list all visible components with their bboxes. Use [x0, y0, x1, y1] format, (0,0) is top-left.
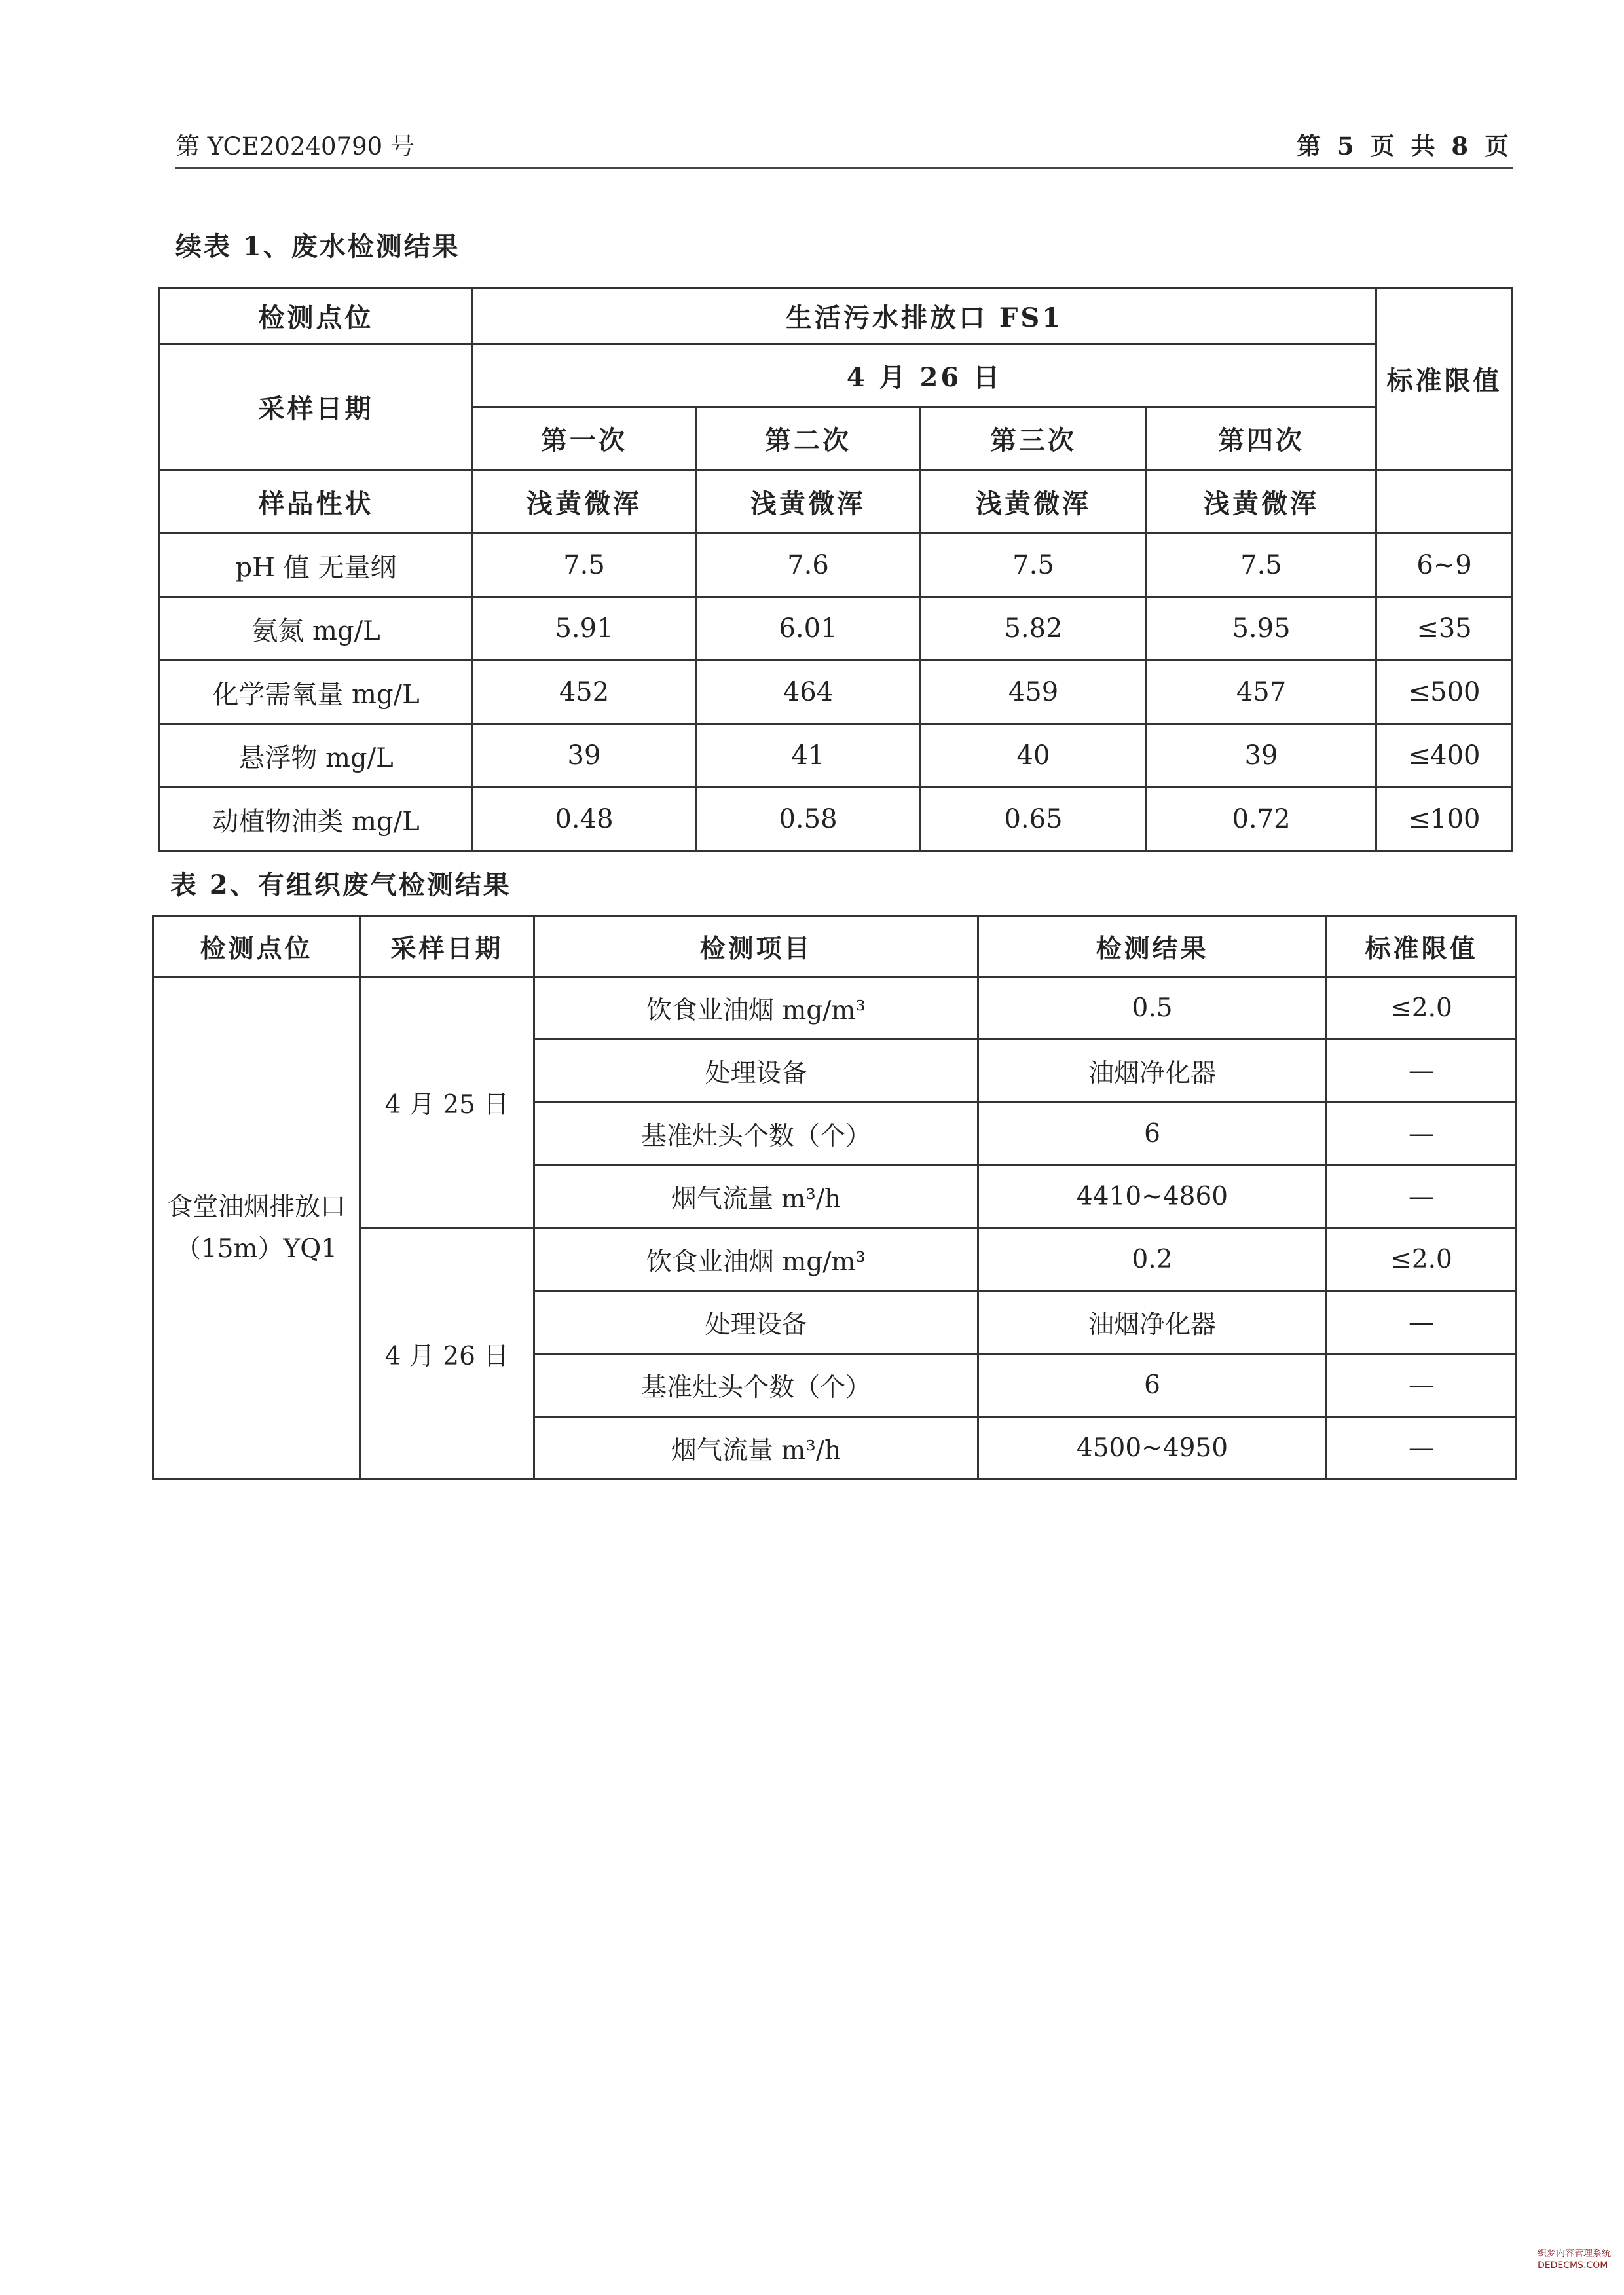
result-cell: 6 [978, 1354, 1327, 1417]
table-row [160, 534, 1513, 597]
limit-cell: ≤500 [1376, 661, 1513, 724]
limit-cell: 6~9 [1376, 534, 1513, 597]
item-cell: 基准灶头个数（个） [534, 1103, 978, 1166]
appearance-value: 浅黄微浑 [696, 470, 921, 534]
item-cell: 烟气流量 m³/h [534, 1417, 978, 1480]
value-cell: 7.5 [921, 534, 1147, 597]
value-cell: 41 [696, 724, 921, 788]
exhaust-gas-results-table [152, 915, 1517, 1480]
round-header: 第一次 [473, 407, 696, 470]
table-row [160, 597, 1513, 661]
watermark-line: 织梦内容管理系统 [1538, 2249, 1611, 2259]
item-cell: 饮食业油烟 mg/m³ [534, 1228, 978, 1291]
date-value: 4 月 26 日 [473, 344, 1376, 407]
appearance-label: 样品性状 [160, 470, 473, 534]
table-row [160, 661, 1513, 724]
value-cell: 39 [1147, 724, 1376, 788]
limit-header: 标准限值 [1376, 288, 1513, 470]
limit-cell: ≤35 [1376, 597, 1513, 661]
item-cell: 氨氮 mg/L [160, 597, 473, 661]
value-cell: 7.6 [696, 534, 921, 597]
result-cell: 0.2 [978, 1228, 1327, 1291]
value-cell: 7.5 [1147, 534, 1376, 597]
page-indicator: 第 5 页 共 8 页 [1297, 132, 1513, 160]
value-cell: 40 [921, 724, 1147, 788]
item-cell: 动植物油类 mg/L [160, 788, 473, 851]
item-cell: pH 值 无量纲 [160, 534, 473, 597]
report-number: 第 YCE20240790 号 [175, 132, 415, 160]
appearance-value: 浅黄微浑 [1147, 470, 1376, 534]
limit-cell: — [1327, 1417, 1517, 1480]
table-row [153, 917, 1517, 977]
table-row [160, 344, 1513, 407]
header-item: 检测项目 [534, 917, 978, 977]
value-cell: 457 [1147, 661, 1376, 724]
table-row [153, 977, 1517, 1040]
result-cell: 0.5 [978, 977, 1327, 1040]
round-header: 第三次 [921, 407, 1147, 470]
result-cell: 6 [978, 1103, 1327, 1166]
value-cell: 5.91 [473, 597, 696, 661]
result-cell: 油烟净化器 [978, 1040, 1327, 1103]
appearance-value: 浅黄微浑 [921, 470, 1147, 534]
wastewater-results-table [158, 287, 1513, 852]
item-cell: 悬浮物 mg/L [160, 724, 473, 788]
item-cell: 基准灶头个数（个） [534, 1354, 978, 1417]
value-cell: 5.95 [1147, 597, 1376, 661]
value-cell: 0.48 [473, 788, 696, 851]
date-cell: 4 月 25 日 [360, 977, 534, 1228]
table-row [160, 288, 1513, 344]
date-label: 采样日期 [160, 344, 473, 470]
limit-cell: — [1327, 1166, 1517, 1228]
value-cell: 6.01 [696, 597, 921, 661]
table1-caption: 续表 1、废水检测结果 [175, 231, 460, 262]
item-cell: 化学需氧量 mg/L [160, 661, 473, 724]
value-cell: 5.82 [921, 597, 1147, 661]
item-cell: 饮食业油烟 mg/m³ [534, 977, 978, 1040]
point-value: 食堂油烟排放口（15m）YQ1 [153, 977, 360, 1480]
value-cell: 0.65 [921, 788, 1147, 851]
limit-cell: — [1327, 1040, 1517, 1103]
table2-caption: 表 2、有组织废气检测结果 [170, 870, 511, 900]
item-cell: 烟气流量 m³/h [534, 1166, 978, 1228]
result-cell: 4500~4950 [978, 1417, 1327, 1480]
value-cell: 0.58 [696, 788, 921, 851]
round-header: 第四次 [1147, 407, 1376, 470]
value-cell: 459 [921, 661, 1147, 724]
table-row [160, 788, 1513, 851]
header-result: 检测结果 [978, 917, 1327, 977]
value-cell: 0.72 [1147, 788, 1376, 851]
result-cell: 油烟净化器 [978, 1291, 1327, 1354]
value-cell: 464 [696, 661, 921, 724]
limit-cell: ≤100 [1376, 788, 1513, 851]
value-cell: 452 [473, 661, 696, 724]
page-header [175, 128, 1513, 169]
header-point: 检测点位 [153, 917, 360, 977]
header-date: 采样日期 [360, 917, 534, 977]
limit-cell: — [1327, 1103, 1517, 1166]
round-header: 第二次 [696, 407, 921, 470]
item-cell: 处理设备 [534, 1291, 978, 1354]
item-cell: 处理设备 [534, 1040, 978, 1103]
point-label: 检测点位 [160, 288, 473, 344]
limit-cell: ≤400 [1376, 724, 1513, 788]
appearance-value: 浅黄微浑 [473, 470, 696, 534]
value-cell: 39 [473, 724, 696, 788]
watermark [1538, 2248, 1611, 2271]
limit-cell: ≤2.0 [1327, 977, 1517, 1040]
watermark-line: DEDECMS.COM [1538, 2260, 1608, 2271]
table-row [160, 470, 1513, 534]
table-row [160, 724, 1513, 788]
value-cell: 7.5 [473, 534, 696, 597]
header-limit: 标准限值 [1327, 917, 1517, 977]
limit-cell: — [1327, 1354, 1517, 1417]
date-cell: 4 月 26 日 [360, 1228, 534, 1480]
limit-cell: — [1327, 1291, 1517, 1354]
result-cell: 4410~4860 [978, 1166, 1327, 1228]
point-value: 生活污水排放口 FS1 [473, 288, 1376, 344]
limit-cell: ≤2.0 [1327, 1228, 1517, 1291]
